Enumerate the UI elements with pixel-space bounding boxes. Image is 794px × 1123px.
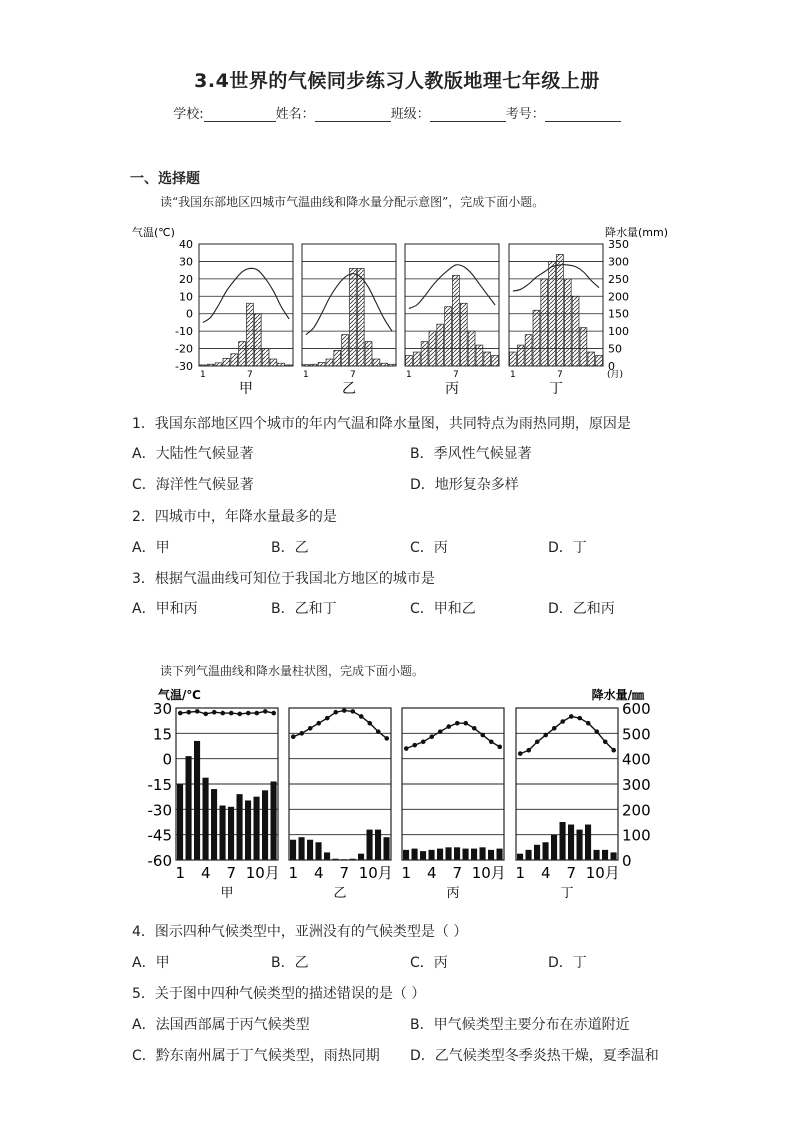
chart2-precip-bar	[324, 852, 330, 860]
precip-tick-label: 600	[622, 700, 651, 718]
chart2-temp-point	[229, 711, 234, 716]
chart2-precip-bar	[228, 807, 234, 860]
chart2-temp-point	[455, 721, 460, 726]
chart1-temp-curve	[409, 265, 495, 309]
chart2-temp-point	[271, 711, 276, 716]
chart1-precip-bar	[406, 356, 413, 366]
chart2-precip-bar	[177, 784, 183, 860]
chart2-temp-point	[518, 751, 523, 756]
chart1-temp-curve	[306, 274, 392, 335]
q3-option-b[interactable]: B．乙和丁	[271, 601, 337, 617]
precip-tick-label: 200	[622, 801, 651, 820]
school-blank[interactable]	[204, 106, 276, 122]
chart1-precip-bar	[207, 364, 214, 366]
chart1-precip-bar	[247, 303, 254, 366]
chart1-precip-bar	[239, 342, 246, 366]
chart2-precip-bar	[403, 850, 409, 860]
chart2-temp-line	[520, 716, 614, 753]
q3-option-a[interactable]: A．甲和丙	[132, 601, 198, 617]
class-blank[interactable]	[430, 106, 506, 122]
chart1-precip-bar	[476, 345, 483, 366]
chart1-panel-frame	[405, 244, 499, 366]
temp-tick-label: 20	[179, 272, 193, 286]
chart2-temp-point	[367, 721, 372, 726]
chart2-precip-bar	[367, 830, 373, 860]
section-heading: 一、选择题	[130, 171, 200, 187]
chart2-temp-point	[543, 733, 548, 738]
chart1-precip-bar	[557, 254, 564, 366]
precip-tick-label: 200	[608, 290, 629, 304]
q1-option-b[interactable]: B．季风性气候显著	[410, 446, 532, 462]
chart2-temp-point	[350, 709, 355, 714]
temp-axis-label: 气温/℃	[158, 688, 201, 702]
chart2-precip-bar	[420, 851, 426, 860]
chart1-city-label: 丙	[445, 381, 459, 397]
q5-option-a[interactable]: A．法国西部属于丙气候类型	[132, 1017, 310, 1033]
chart-1-climate-east-china	[130, 220, 670, 405]
chart2-temp-point	[603, 739, 608, 744]
chart2-precip-bar	[585, 825, 591, 860]
chart1-precip-bar	[437, 324, 444, 366]
temp-tick-label: 15	[152, 725, 172, 744]
chart2-climate-label: 甲	[220, 886, 234, 901]
temp-axis-label: 气温(℃)	[132, 226, 175, 239]
chart2-temp-point	[412, 743, 417, 748]
precip-tick-label: 0	[622, 852, 632, 870]
chart2-temp-point	[308, 726, 313, 731]
month-unit-label: (月)	[607, 370, 624, 380]
chart2-precip-bar	[454, 847, 460, 860]
chart1-precip-bar	[318, 363, 325, 366]
chart2-temp-point	[384, 736, 389, 741]
intro-text-1: 读“我国东部地区四城市气温曲线和降水量分配示意图”，完成下面小题。	[160, 195, 545, 209]
name-blank[interactable]	[315, 106, 391, 122]
precip-axis-label: 降水量/㎜	[591, 688, 644, 702]
chart2-climate-label: 乙	[333, 886, 347, 901]
chart2-temp-point	[212, 710, 217, 715]
chart2-temp-point	[237, 712, 242, 717]
chart1-precip-bar	[572, 296, 579, 366]
chart2-precip-bar	[560, 822, 566, 860]
chart2-month-tick: 7	[452, 864, 463, 882]
chart1-precip-bar	[484, 352, 491, 366]
chart2-temp-point	[421, 739, 426, 744]
chart1-precip-bar	[541, 279, 548, 366]
chart1-precip-bar	[596, 356, 603, 366]
chart1-city-label: 丁	[549, 381, 563, 397]
precip-tick-label: 250	[608, 272, 629, 286]
temp-tick-label: -10	[175, 325, 193, 339]
chart2-month-tick: 1	[515, 864, 526, 882]
chart2-precip-bar	[299, 837, 305, 860]
chart2-temp-point	[195, 709, 200, 714]
chart1-precip-bar	[342, 335, 349, 366]
chart2-precip-bar	[551, 835, 557, 860]
chart1-precip-bar	[588, 352, 595, 366]
q2-option-c[interactable]: C．丙	[410, 540, 448, 556]
chart2-precip-bar	[316, 842, 322, 860]
chart1-city-label: 甲	[239, 381, 253, 397]
chart1-precip-bar	[365, 342, 372, 366]
chart1-precip-bar	[517, 345, 524, 366]
q4-option-a[interactable]: A．甲	[132, 955, 170, 971]
class-label: 班级：	[390, 107, 430, 122]
precip-axis-label: 降水量(mm)	[604, 226, 668, 239]
temp-tick-label: 0	[186, 307, 193, 321]
chart2-temp-point	[552, 726, 557, 731]
chart2-temp-point	[220, 711, 225, 716]
chart2-precip-bar	[375, 830, 381, 860]
chart1-precip-bar	[278, 363, 285, 366]
chart2-month-tick: 4	[426, 864, 437, 882]
temp-tick-label: 0	[162, 750, 172, 769]
chart2-temp-point	[429, 734, 434, 739]
chart1-panel-frame	[199, 244, 293, 366]
q5-option-c[interactable]: C．黔东南州属于丁气候类型，雨热同期	[132, 1048, 380, 1064]
chart2-precip-bar	[611, 852, 617, 860]
chart2-month-tick: 7	[566, 864, 577, 882]
chart2-precip-bar	[497, 849, 503, 860]
chart1-precip-bar	[580, 328, 587, 366]
precip-tick-label: 350	[608, 238, 629, 251]
chart1-month-tick: 7	[247, 370, 253, 380]
chart2-precip-bar	[437, 849, 443, 860]
chart1-precip-bar	[389, 364, 396, 366]
chart2-temp-point	[497, 745, 502, 750]
chart1-city-label: 乙	[342, 381, 356, 397]
q3-option-c[interactable]: C．甲和乙	[410, 601, 476, 617]
precip-tick-label: 150	[608, 307, 629, 321]
precip-tick-label: 100	[608, 325, 629, 339]
chart1-precip-bar	[549, 261, 556, 366]
chart2-month-tick: 10月	[358, 864, 393, 882]
temp-tick-label: 30	[152, 700, 172, 718]
q5-option-d[interactable]: D．乙气候类型冬季炎热干燥，夏季温和	[410, 1048, 659, 1064]
chart2-temp-point	[560, 719, 565, 724]
temp-tick-label: 30	[179, 255, 193, 269]
chart2-temp-point	[178, 711, 183, 716]
chart2-precip-bar	[271, 781, 277, 860]
chart1-temp-curve	[513, 265, 599, 291]
chart2-month-tick: 1	[288, 864, 299, 882]
chart1-precip-bar	[564, 279, 571, 366]
chart2-temp-point	[438, 729, 443, 734]
q3-option-d[interactable]: D．乙和丙	[548, 601, 615, 617]
chart2-precip-bar	[237, 794, 243, 860]
temp-tick-label: -60	[147, 852, 172, 870]
chart1-month-tick: 1	[200, 370, 206, 380]
chart2-month-tick: 1	[175, 864, 186, 882]
chart1-precip-bar	[215, 363, 222, 366]
chart2-precip-bar	[543, 842, 549, 860]
chart2-precip-bar	[220, 806, 226, 860]
exam-no-label: 考号：	[505, 107, 545, 122]
precip-tick-label: 0	[608, 360, 615, 373]
chart2-temp-point	[359, 714, 364, 719]
chart2-precip-bar	[594, 850, 600, 860]
chart1-precip-bar	[286, 365, 293, 366]
chart2-precip-bar	[602, 850, 608, 860]
question-2-stem: 2．四城市中，年降水量最多的是	[132, 509, 337, 525]
chart2-temp-point	[586, 721, 591, 726]
chart1-precip-bar	[223, 358, 230, 366]
chart2-temp-line	[293, 711, 387, 739]
chart2-precip-bar	[471, 849, 477, 860]
q1-option-c[interactable]: C．海洋性气候显著	[132, 477, 254, 493]
chart2-temp-point	[594, 729, 599, 734]
chart2-temp-point	[291, 734, 296, 739]
chart2-precip-bar	[245, 800, 251, 860]
chart2-precip-bar	[203, 778, 209, 860]
chart1-precip-bar	[326, 359, 333, 366]
temp-tick-label: 40	[179, 238, 193, 251]
chart1-precip-bar	[262, 349, 269, 366]
chart2-temp-point	[333, 710, 338, 715]
chart2-temp-point	[535, 739, 540, 744]
chart2-precip-bar	[194, 741, 200, 860]
chart1-precip-bar	[460, 303, 467, 366]
temp-tick-label: -20	[175, 342, 193, 356]
chart2-precip-bar	[480, 847, 486, 860]
student-info-line	[0, 103, 794, 122]
chart2-precip-bar	[429, 850, 435, 860]
chart2-temp-point	[186, 710, 191, 715]
chart2-temp-point	[246, 711, 251, 716]
chart2-precip-bar	[488, 850, 494, 860]
chart2-month-tick: 4	[540, 864, 551, 882]
chart2-temp-point	[203, 712, 208, 717]
precip-tick-label: 300	[622, 776, 651, 794]
chart1-precip-bar	[350, 268, 357, 366]
temp-tick-label: -30	[175, 360, 193, 373]
chart2-precip-bar	[526, 850, 532, 860]
chart2-precip-bar	[412, 849, 418, 860]
chart1-month-tick: 1	[303, 370, 309, 380]
chart2-month-tick: 4	[200, 864, 211, 882]
chart1-month-tick: 7	[453, 370, 459, 380]
chart2-precip-bar	[517, 854, 523, 860]
precip-tick-label: 400	[622, 750, 651, 769]
chart1-precip-bar	[492, 356, 499, 366]
chart2-temp-line	[406, 723, 500, 748]
chart2-precip-bar	[463, 849, 469, 860]
chart2-month-tick: 7	[339, 864, 350, 882]
name-label: 姓名：	[275, 107, 315, 122]
temp-tick-label: -15	[147, 776, 172, 794]
chart2-temp-point	[446, 724, 451, 729]
q2-option-d[interactable]: D．丁	[548, 540, 587, 556]
chart1-precip-bar	[381, 363, 388, 366]
chart1-precip-bar	[231, 354, 238, 366]
q4-option-b[interactable]: B．乙	[271, 955, 309, 971]
chart2-temp-point	[299, 731, 304, 736]
precip-tick-label: 50	[608, 342, 622, 356]
chart1-month-tick: 7	[557, 370, 563, 380]
chart2-temp-point	[526, 748, 531, 753]
chart2-temp-point	[569, 714, 574, 719]
chart1-precip-bar	[445, 307, 452, 366]
chart2-month-tick: 10月	[471, 864, 506, 882]
chart2-precip-bar	[577, 830, 583, 860]
chart2-precip-bar	[186, 756, 192, 860]
question-3-stem: 3．根据气温曲线可知位于我国北方地区的城市是	[132, 571, 435, 587]
chart2-temp-point	[489, 739, 494, 744]
chart1-precip-bar	[413, 352, 420, 366]
intro-text-2: 读下列气温曲线和降水量柱状图，完成下面小题。	[160, 664, 425, 678]
chart2-precip-bar	[254, 797, 260, 860]
chart2-temp-point	[472, 726, 477, 731]
precip-tick-label: 500	[622, 725, 651, 744]
q4-option-c[interactable]: C．丙	[410, 955, 448, 971]
chart-2-climate-types	[130, 683, 670, 905]
chart2-precip-bar	[307, 840, 313, 860]
question-4-stem: 4．图示四种气候类型中，亚洲没有的气候类型是（ ）	[132, 924, 468, 940]
q2-option-a[interactable]: A．甲	[132, 540, 170, 556]
chart2-precip-bar	[568, 825, 574, 860]
chart1-temp-curve	[203, 268, 289, 322]
chart2-temp-point	[254, 711, 259, 716]
chart2-precip-bar	[534, 845, 540, 860]
exam-no-blank[interactable]	[545, 106, 621, 122]
chart2-temp-point	[263, 709, 268, 714]
chart2-temp-point	[316, 721, 321, 726]
chart1-precip-bar	[533, 310, 540, 366]
chart1-precip-bar	[421, 342, 428, 366]
precip-tick-label: 100	[622, 826, 651, 845]
chart2-temp-line	[180, 711, 274, 714]
chart2-climate-label: 丁	[560, 886, 574, 901]
chart1-precip-bar	[254, 314, 261, 366]
temp-tick-label: -30	[147, 801, 172, 820]
q5-option-b[interactable]: B．甲气候类型主要分布在赤道附近	[410, 1017, 630, 1033]
school-label: 学校:	[173, 107, 204, 122]
chart2-temp-point	[325, 716, 330, 721]
q2-option-b[interactable]: B．乙	[271, 540, 309, 556]
q1-option-d[interactable]: D．地形复杂多样	[410, 477, 519, 493]
chart1-month-tick: 7	[350, 370, 356, 380]
chart2-month-tick: 7	[226, 864, 237, 882]
chart1-precip-bar	[510, 352, 517, 366]
chart2-temp-point	[577, 716, 582, 721]
chart2-precip-bar	[384, 837, 390, 860]
chart1-precip-bar	[373, 359, 380, 366]
q1-option-a[interactable]: A．大陆性气候显著	[132, 446, 254, 462]
chart2-precip-bar	[262, 790, 268, 860]
chart1-precip-bar	[468, 331, 475, 366]
question-1-stem: 1．我国东部地区四个城市的年内气温和降水量图，共同特点为雨热同期，原因是	[132, 416, 631, 432]
q4-option-d[interactable]: D．丁	[548, 955, 587, 971]
chart1-precip-bar	[453, 275, 460, 366]
chart1-precip-bar	[270, 359, 277, 366]
chart1-precip-bar	[303, 365, 310, 366]
chart2-precip-bar	[446, 847, 452, 860]
chart2-month-tick: 10月	[245, 864, 280, 882]
chart1-precip-bar	[334, 350, 341, 366]
temp-tick-label: 10	[179, 290, 193, 304]
chart1-precip-bar	[310, 364, 317, 366]
chart1-precip-bar	[357, 268, 364, 366]
chart2-temp-point	[480, 733, 485, 738]
chart2-month-tick: 4	[313, 864, 324, 882]
chart1-precip-bar	[200, 365, 207, 366]
chart2-precip-bar	[358, 854, 364, 860]
chart2-month-tick: 10月	[585, 864, 620, 882]
chart2-month-tick: 1	[401, 864, 412, 882]
chart2-temp-point	[342, 708, 347, 713]
chart1-month-tick: 1	[406, 370, 412, 380]
temp-tick-label: -45	[147, 826, 172, 845]
question-5-stem: 5．关于图中四种气候类型的描述错误的是（ ）	[132, 986, 426, 1002]
chart1-precip-bar	[429, 331, 436, 366]
chart1-precip-bar	[525, 335, 532, 366]
chart2-precip-bar	[211, 789, 217, 860]
page-title: 3.4世界的气候同步练习人教版地理七年级上册	[194, 70, 600, 92]
chart1-panel-frame	[302, 244, 396, 366]
chart2-temp-point	[404, 746, 409, 751]
chart1-month-tick: 1	[510, 370, 516, 380]
chart2-temp-point	[611, 748, 616, 753]
chart2-precip-bar	[290, 840, 296, 860]
chart2-temp-point	[376, 729, 381, 734]
precip-tick-label: 300	[608, 255, 629, 269]
chart2-temp-point	[463, 721, 468, 726]
chart2-climate-label: 丙	[446, 886, 460, 901]
